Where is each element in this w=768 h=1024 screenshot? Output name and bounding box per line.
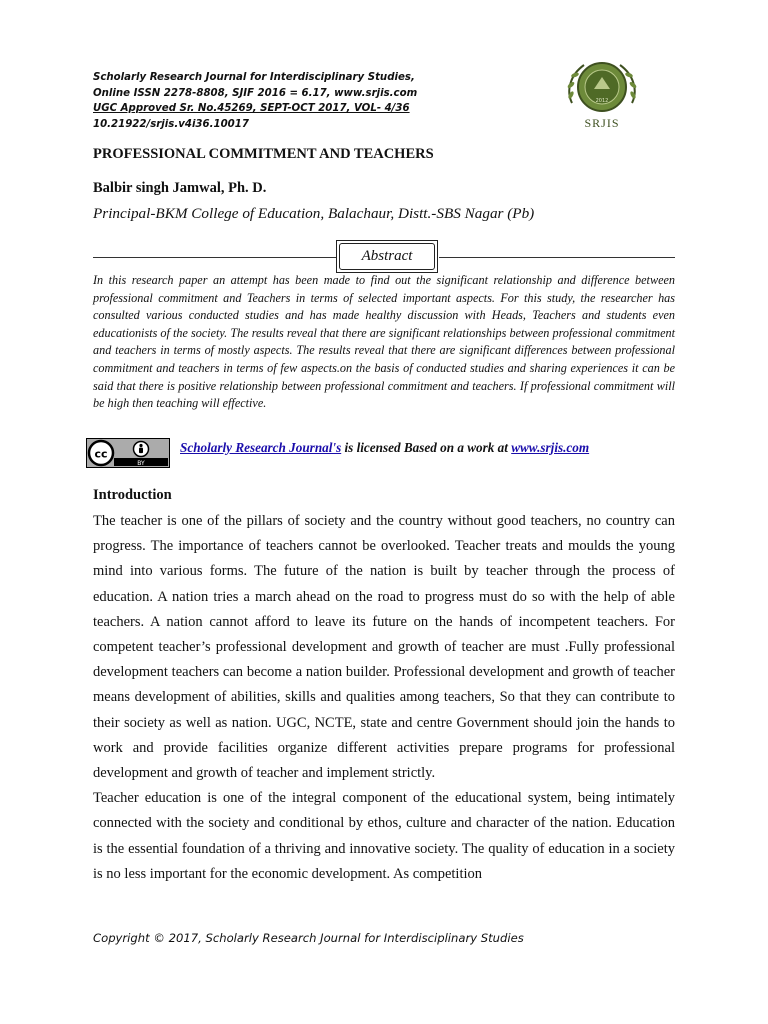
abstract-divider-left xyxy=(93,257,336,258)
logo-caption: SRJIS xyxy=(584,116,620,130)
journal-ugc: UGC Approved Sr. No.45269, SEPT-OCT 2017, VOL- 4/36 xyxy=(93,103,410,114)
license-statement xyxy=(180,440,589,456)
license-middle-text: is licensed Based on a work at xyxy=(341,440,512,455)
journal-header xyxy=(93,70,513,132)
by-badge-label: BY xyxy=(137,460,145,467)
page-footer-copyright: Copyright © 2017, Scholarly Research Journal for Interdisciplinary Studies xyxy=(93,931,524,945)
abstract-text: In this research paper an attempt has been made to find out the significant relationship and difference between professional commitment and Teachers in terms of selected important aspects. For this study, the researcher has consulted various conducted studies and has made healthy discussion with Heads, Teachers and students even educationists of the society. The results reveal that there are significant relationships between professional commitment and teachers in terms of mostly aspects. The results reveal that there are significant differences between professional commitment and teachers in terms of few aspects.on the basis of conducted studies and sharing experiences it can be said that there is positive relationship between professional commitment and teachers. If professional commitment will be high then teaching will effective. xyxy=(93,273,675,411)
journal-issn: Online ISSN 2278-8808, SJIF 2016 = 6.17, www.srjis.com xyxy=(93,87,418,99)
website-link[interactable]: www.srjis.com xyxy=(511,440,590,455)
article-title: PROFESSIONAL COMMITMENT AND TEACHERS xyxy=(93,146,434,162)
journal-link[interactable]: Scholarly Research Journal's xyxy=(180,440,342,455)
abstract-heading: Abstract xyxy=(339,243,435,270)
article-author: Balbir singh Jamwal, Ph. D. xyxy=(93,180,267,196)
article-affiliation: Principal-BKM College of Education, Balachaur, Distt.-SBS Nagar (Pb) xyxy=(93,205,535,222)
journal-doi: 10.21922/srjis.v4i36.10017 xyxy=(93,118,249,130)
journal-logo-seal xyxy=(562,55,642,135)
body-paragraph: Teacher education is one of the integral component of the educational system, being intimately connected with the society and conditional by ethos, culture and character of the nation. Education is the essential foundation of a thriving and innovative society. The quality of education in a society is no less important for the economic development. As competition xyxy=(93,790,675,882)
body-paragraph: The teacher is one of the pillars of society and the country without good teachers, no country can progress. The importance of teachers cannot be overlooked. Teacher treats and moulds the young mind into various forms. The future of the nation is built by teacher through the process of education. A nation tries a march ahead on the road to progress must do so with the help of able teachers. A nation cannot afford to leave its future on the hands of incompetent teachers. For competent teacher’s professional development and growth of teacher are must .Fully professional development teachers can become a nation builder. Professional development and growth of teacher means development of abilities, skills and qualities among teachers, So that they can contribute to their society as well as nation. UGC, NCTE, state and centre Government should join the hands to work and provide facilities organize different activities prepare programs for professional development and growth of teacher and implement strictly. xyxy=(93,513,675,782)
journal-name: Scholarly Research Journal for Interdisciplinary Studies, xyxy=(93,72,415,83)
introduction-body xyxy=(93,509,675,887)
cc-badge-label: cc xyxy=(94,447,108,461)
abstract-divider-right xyxy=(439,257,675,258)
abstract-heading-box xyxy=(336,240,438,273)
logo-year: 2012 xyxy=(595,98,609,104)
section-heading-introduction: Introduction xyxy=(93,487,172,503)
cc-by-license-badge[interactable] xyxy=(86,438,170,468)
